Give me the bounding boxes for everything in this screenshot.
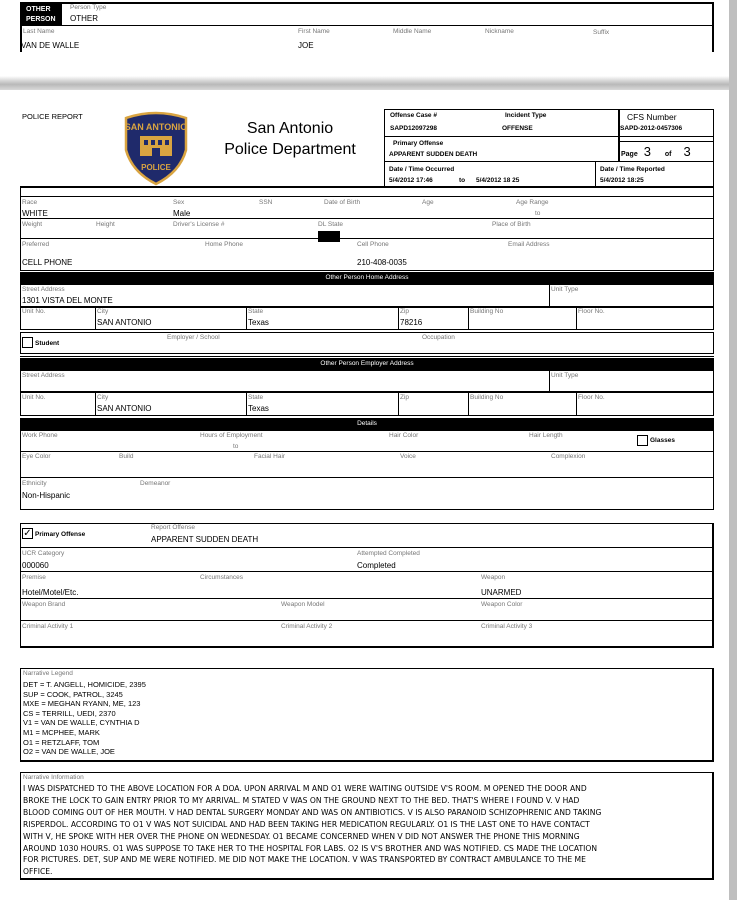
- legend-entry: CS = TERRILL, UEDI, 2370: [23, 708, 116, 718]
- narrative-line: WITH V, HE SPOKE WITH HER OVER THE PHONE ON WEDNESDAY. O1 BECAME CONCERNED WHEN V DID NOT ANSWER THE PHONE THIS MORNING: [23, 831, 580, 841]
- attempted-label: Attempted Completed: [357, 550, 420, 557]
- home-building-label: Building No: [470, 308, 504, 315]
- premise-label: Premise: [22, 574, 46, 581]
- cfs-value: SAPD-2012-0457306: [620, 125, 683, 132]
- emp-state-value: Texas: [248, 404, 269, 413]
- glasses-label: Glasses: [650, 437, 675, 444]
- page-separator: [0, 76, 729, 90]
- person-type-label: Person Type: [70, 4, 107, 11]
- emp-zip-label: Zip: [400, 394, 410, 401]
- dl-state-redacted: [318, 231, 340, 242]
- preferred-value: CELL PHONE: [22, 258, 73, 267]
- emp-street-label: Street Address: [22, 372, 65, 379]
- home-unit-no-label: Unit No.: [22, 308, 46, 315]
- narrative-line: OFFICE.: [23, 867, 53, 877]
- page-total: 3: [683, 144, 691, 159]
- legend-entry: DET = T. ANGELL, HOMICIDE, 2395: [23, 680, 146, 689]
- ethnicity-value: Non-Hispanic: [22, 491, 71, 500]
- offense-box: [20, 523, 714, 648]
- preferred-label: Preferred: [22, 241, 50, 248]
- sapd-badge-logo: [120, 110, 192, 186]
- legend-title: Narrative Legend: [23, 670, 73, 677]
- tag-line1: OTHER: [26, 6, 51, 13]
- emp-floor-label: Floor No.: [578, 394, 605, 401]
- last-name-value: VAN DE WALLE: [21, 41, 80, 50]
- svg-text:SAN ANTONIO: SAN ANTONIO: [124, 122, 188, 132]
- home-phone-label: Home Phone: [205, 241, 243, 248]
- narrative-line: BLOOD COMING OUT OF HER MOUTH. V HAD DENTAL SURGERY MONDAY AND WAS ON ANTIBIOTICS. V IS ALSO PARANOID SCHIZOPHRENIC AND TAKING: [23, 807, 602, 817]
- dept-line2: Police Department: [224, 141, 356, 158]
- page-of: of: [664, 151, 672, 158]
- report-label: POLICE REPORT: [22, 112, 83, 121]
- page-current: 3: [643, 144, 651, 159]
- race-label: Race: [22, 199, 38, 206]
- narrative-line: BROKE THE LOCK TO GAIN ENTRY PRIOR TO MY ARRIVAL. M STATED V WAS ON THE GROUND NEXT TO THE BED. THAT'S WHERE I FOUND V. V HAD: [23, 795, 580, 805]
- crim3-label: Criminal Activity 3: [481, 623, 533, 630]
- sex-value: Male: [173, 209, 191, 218]
- hair-length-label: Hair Length: [529, 432, 563, 439]
- nickname-label: Nickname: [485, 28, 514, 35]
- last-name-label: Last Name: [23, 28, 55, 35]
- narrative-line: AROUND 1030 HOURS. O1 WAS SUPPOSE TO TAKE HER TO THE HOSPITAL FOR LABS. O2 IS V'S BROTHER AND WAS NOTIFIED. CS MADE THE LOCATION: [23, 843, 598, 853]
- emp-unit-type-label: Unit Type: [551, 372, 579, 379]
- voice-label: Voice: [400, 453, 416, 460]
- employment-box: [20, 332, 714, 354]
- home-state-value: Texas: [248, 318, 269, 327]
- cfs-label: CFS Number: [627, 112, 677, 122]
- primary-offense-value: APPARENT SUDDEN DEATH: [389, 151, 478, 158]
- build-label: Build: [119, 453, 134, 460]
- occurred-from: 5/4/2012 17:46: [389, 177, 433, 184]
- premise-value: Hotel/Motel/Etc.: [22, 588, 79, 597]
- pob-label: Place of Birth: [492, 221, 531, 228]
- emp-city-label: City: [97, 394, 109, 401]
- complexion-label: Complexion: [551, 453, 586, 460]
- home-unit-type-label: Unit Type: [551, 286, 579, 293]
- home-zip-value: 78216: [400, 318, 423, 327]
- previous-page-fragment: [0, 0, 729, 76]
- narrative-info-box: [20, 772, 714, 880]
- emp-unit-no-label: Unit No.: [22, 394, 46, 401]
- legend-entry: V1 = VAN DE WALLE, CYNTHIA D: [23, 718, 140, 728]
- occurred-to-label: to: [459, 177, 466, 184]
- age-range-label: Age Range: [516, 199, 549, 206]
- home-address-header: Other Person Home Address: [20, 272, 714, 284]
- first-name-label: First Name: [298, 28, 330, 35]
- home-floor-label: Floor No.: [578, 308, 605, 315]
- emp-state-label: State: [248, 394, 264, 401]
- student-checkbox[interactable]: [22, 337, 33, 348]
- weapon-value: UNARMED: [481, 588, 522, 597]
- occurred-to: 5/4/2012 18 25: [476, 177, 520, 184]
- person-type-value: OTHER: [70, 14, 98, 23]
- crim1-label: Criminal Activity 1: [22, 623, 74, 630]
- circumstances-label: Circumstances: [200, 574, 243, 581]
- dl-state-label: DL State: [318, 221, 344, 228]
- narrative-line: I WAS DISPATCHED TO THE ABOVE LOCATION FOR A DOA. UPON ARRIVAL M AND O1 WERE WAITING OUTSIDE V'S ROOM. M OPENED THE DOOR AND: [23, 784, 587, 793]
- reported-label: Date / Time Reported: [600, 166, 665, 173]
- hours-to: to: [233, 443, 239, 450]
- emp-building-label: Building No: [470, 394, 504, 401]
- home-street-value: 1301 VISTA DEL MONTE: [22, 296, 113, 305]
- height-label: Height: [96, 221, 115, 228]
- ucr-label: UCR Category: [22, 550, 65, 557]
- tag-line2: PERSON: [26, 16, 56, 23]
- details-header: Details: [20, 418, 714, 430]
- primary-offense-label: Primary Offense: [393, 140, 444, 147]
- eye-color-label: Eye Color: [22, 453, 51, 460]
- offense-case-label: Offense Case #: [390, 112, 437, 119]
- cell-phone-label: Cell Phone: [357, 241, 389, 248]
- incident-type-value: OFFENSE: [502, 125, 533, 132]
- narrative-line: RISPERDOL. ACCORDING TO O1 V WAS NOT SUICIDAL AND HAD BEEN TAKING HER MEDICATION REGULARLY. O1 IS THE LAST ONE TO HAVE CONTACT: [23, 819, 590, 829]
- middle-name-label: Middle Name: [393, 28, 432, 35]
- reported-value: 5/4/2012 18:25: [600, 177, 644, 184]
- race-value: WHITE: [22, 209, 48, 218]
- age-label: Age: [422, 199, 434, 206]
- offense-case-value: SAPD12097298: [390, 125, 437, 132]
- viewer-scrollbar[interactable]: [729, 0, 737, 900]
- page-label: Page: [621, 151, 638, 158]
- email-label: Email Address: [508, 241, 550, 248]
- home-zip-label: Zip: [400, 308, 410, 315]
- demeanor-label: Demeanor: [140, 480, 171, 487]
- dob-label: Date of Birth: [324, 199, 361, 206]
- first-name-value: JOE: [298, 41, 314, 50]
- facial-hair-label: Facial Hair: [254, 453, 286, 460]
- incident-type-label: Incident Type: [505, 112, 547, 119]
- legend-entry: MXE = MEGHAN RYANN, ME, 123: [23, 699, 141, 709]
- weapon-brand-label: Weapon Brand: [22, 601, 66, 608]
- dept-line1: San Antonio: [246, 120, 334, 137]
- home-state-label: State: [248, 308, 264, 315]
- report-offense-label: Report Offense: [151, 524, 195, 531]
- hair-color-label: Hair Color: [389, 432, 419, 439]
- age-range-to: to: [535, 210, 541, 217]
- employer-address-header: Other Person Employer Address: [20, 358, 714, 370]
- weapon-model-label: Weapon Model: [281, 601, 325, 608]
- page-indicator: [621, 144, 691, 159]
- crim2-label: Criminal Activity 2: [281, 623, 333, 630]
- legend-entries: [23, 680, 710, 757]
- weight-label: Weight: [22, 221, 43, 228]
- other-person-tag: [22, 4, 62, 26]
- student-label: Student: [35, 340, 60, 347]
- occupation-label: Occupation: [422, 334, 455, 341]
- sex-label: Sex: [173, 199, 185, 206]
- legend-entry: O1 = RETZLAFF, TOM: [23, 737, 100, 747]
- emp-city-value: SAN ANTONIO: [97, 404, 152, 413]
- employer-label: Employer / School: [167, 334, 220, 341]
- ethnicity-label: Ethnicity: [22, 480, 47, 487]
- hours-label: Hours of Employment: [200, 432, 263, 439]
- legend-entry: M1 = MCPHEE, MARK: [23, 727, 100, 737]
- weapon-color-label: Weapon Color: [481, 601, 523, 608]
- suffix-label: Suffix: [593, 29, 610, 36]
- cell-phone-value: 210-408-0035: [357, 258, 407, 267]
- legend-entry: O2 = VAN DE WALLE, JOE: [23, 747, 115, 757]
- narrative-legend-box: [20, 668, 714, 762]
- svg-text:POLICE: POLICE: [141, 163, 171, 172]
- department-title: [205, 118, 375, 160]
- primary-offense-checkbox[interactable]: ✓: [23, 528, 32, 539]
- narrative-text: [23, 783, 710, 878]
- home-city-value: SAN ANTONIO: [97, 318, 152, 327]
- report-offense-value: APPARENT SUDDEN DEATH: [151, 535, 259, 544]
- attempted-value: Completed: [357, 561, 396, 570]
- legend-entry: SUP = COOK, PATROL, 3245: [23, 689, 123, 699]
- home-street-label: Street Address: [22, 286, 65, 293]
- home-city-label: City: [97, 308, 109, 315]
- dl-label: Driver's License #: [173, 221, 225, 228]
- primary-offense-check-label: Primary Offense: [35, 531, 86, 538]
- glasses-checkbox[interactable]: [637, 435, 648, 446]
- narrative-title: Narrative Information: [23, 774, 84, 781]
- occurred-label: Date / Time Occurred: [389, 166, 455, 173]
- work-phone-label: Work Phone: [22, 432, 58, 439]
- weapon-label: Weapon: [481, 574, 506, 581]
- ucr-value: 000060: [22, 561, 49, 570]
- ssn-label: SSN: [259, 199, 273, 206]
- narrative-line: FOR PICTURES. DET, SUP AND ME WERE NOTIFIED. ME DID NOT MAKE THE LOCATION. V WAS TRANSPORTED BY CONTRACT AMBULANCE TO THE ME: [23, 855, 586, 865]
